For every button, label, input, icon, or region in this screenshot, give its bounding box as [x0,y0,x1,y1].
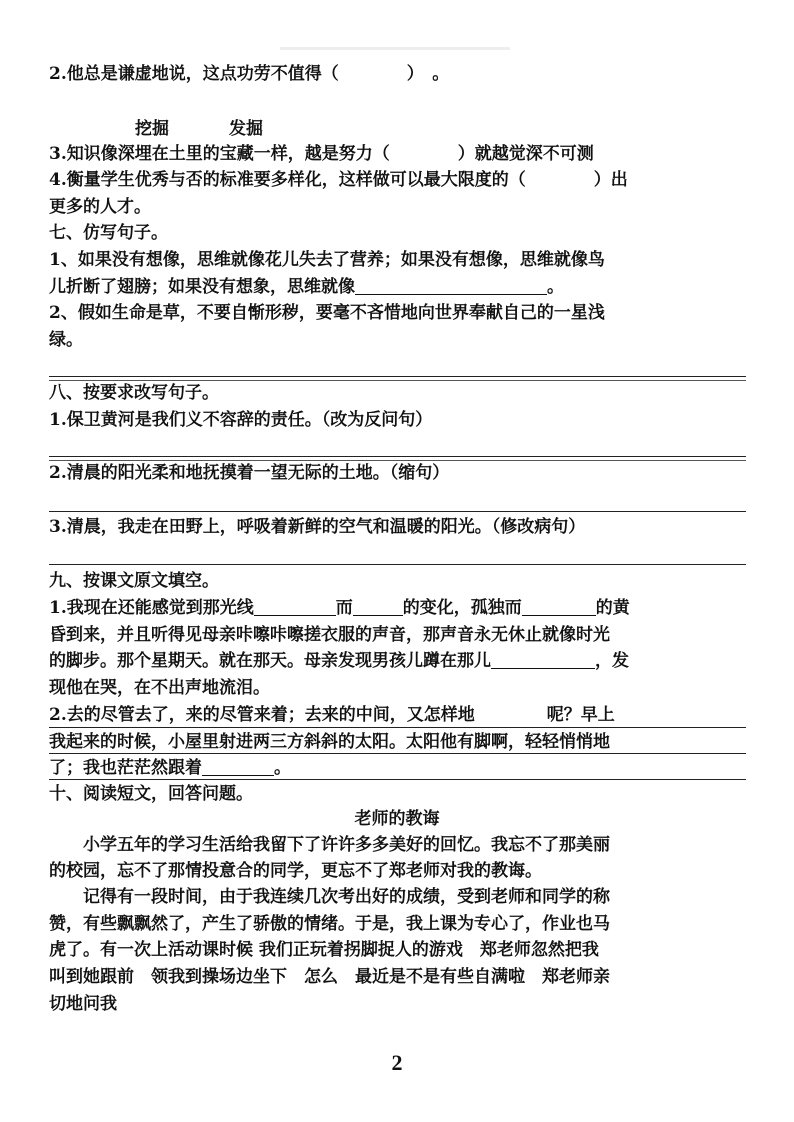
passage-p2-line-4: 叫到她跟前 领我到操场边坐下 怎么 最近是不是有些自满啦 郑老师亲 [49,967,610,987]
section-8-item-3: 3.清晨，我走在田野上，呼吸着新鲜的空气和温暖的阳光。（修改病句） [49,517,586,537]
passage-p2-line-3: 虎了。有一次上活动课时候 我们正玩着拐脚捉人的游戏 郑老师忽然把我 [49,940,599,960]
answer-line[interactable] [49,456,746,461]
section-9-item-1-line-4: 现他在哭，在不出声地流泪。 [49,678,270,698]
section-7-item-1-text: 儿折断了翅膀；如果没有想象，思维就像 [49,277,355,297]
text-segment: 1.我现在还能感觉到那光线 [49,598,254,618]
fill-blank[interactable] [202,757,274,776]
passage-p2-line-5: 切地问我 [49,994,117,1014]
section-7-item-2-line-1: 2、假如生命是草，不要自惭形秽，要毫不吝惜地向世界奉献自己的一星浅 [49,303,605,323]
underline [49,779,746,780]
section-10-heading: 十、阅读短文，回答问题。 [49,784,253,804]
section-9-heading: 九、按课文原文填空。 [49,571,219,591]
section-9-item-1-line-1 [49,597,630,619]
section-9-item-1-line-3 [49,650,629,672]
passage-p2-line-1: 记得有一段时间，由于我连续几次考出好的成绩，受到老师和同学的称 [83,887,610,907]
section-7-heading: 七、仿写句子。 [49,223,168,243]
question-3-part-a: 3.知识像深埋在土里的宝藏一样，越是努力（ [49,144,390,164]
section-8-item-2: 2.清晨的阳光柔和地抚摸着一望无际的土地。（缩句） [49,463,450,483]
text-segment: ，发 [595,651,629,671]
text-segment: 。 [274,758,291,778]
answer-line[interactable] [49,376,746,381]
faint-scan-mark [280,47,510,50]
text-segment: 2.去的尽管去了，来的尽管来着；去来的中间，又怎样地 [49,705,475,725]
question-2: 2.他总是谦虚地说，这点功劳不值得（ ） 。 [49,64,450,84]
word-option-1: 挖掘 [135,119,169,139]
question-4-part-a: 4.衡量学生优秀与否的标准要多样化，这样做可以最大限度的（ [49,170,526,190]
question-4-continued: 更多的人才。 [49,197,151,217]
text-segment: 呢？早上 [546,705,615,725]
text-segment: 了；我也茫茫然跟着 [49,758,202,778]
question-4-part-b: ）出 [593,170,628,190]
section-9-item-2-line-2: 我起来的时候，小屋里射进两三方斜斜的太阳。太阳他有脚啊，轻轻悄悄地 [49,732,610,752]
word-option-2: 发掘 [229,119,263,139]
section-7-item-2-line-2: 绿。 [49,330,83,350]
fill-blank[interactable] [355,276,547,295]
passage-title: 老师的教诲 [354,809,440,829]
passage-p1-line-2: 的校园，忘不了那情投意合的同学，更忘不了郑老师对我的教诲。 [49,861,542,881]
text-segment: 的黄 [595,598,630,618]
text-segment: 而 [335,598,353,618]
question-3-part-b: ）就越觉深不可测 [457,144,594,164]
fill-blank[interactable] [491,650,595,669]
answer-line[interactable] [49,564,746,565]
text-segment: 的脚步。那个星期天。就在那天。母亲发现男孩儿蹲在那儿 [49,651,491,671]
passage-p1-line-1: 小学五年的学习生活给我留下了许许多多美好的回忆。我忘不了那美丽 [83,835,610,855]
underline [49,727,746,728]
text-segment: 的变化，孤独而 [402,598,522,618]
passage-p2-line-2: 赞，有些飘飘然了，产生了骄傲的情绪。于是，我上课为专心了，作业也马 [49,914,610,934]
section-8-heading: 八、按要求改写句子。 [49,383,219,403]
fill-blank[interactable] [353,597,403,616]
section-8-item-1: 1.保卫黄河是我们义不容辞的责任。（改为反问句） [49,410,433,430]
section-7-item-1-line-1: 1、如果没有想像，思维就像花儿失去了营养；如果没有想像，思维就像鸟 [49,250,605,270]
section-9-item-2-line-1 [49,704,615,726]
fill-blank[interactable] [522,597,596,616]
section-9-item-1-line-2: 昏到来，并且听得见母亲咔嚓咔嚓搓衣服的声音，那声音永无休止就像时光 [49,625,610,645]
answer-line[interactable] [49,511,746,512]
question-4 [49,169,628,191]
section-7-item-1-end: 。 [547,277,564,297]
page-number: 2 [391,1050,403,1075]
section-9-item-2-line-3 [49,757,291,779]
section-7-item-1-line-2 [49,276,564,298]
question-3 [49,143,594,165]
underline [49,753,746,754]
fill-blank[interactable] [254,597,336,616]
